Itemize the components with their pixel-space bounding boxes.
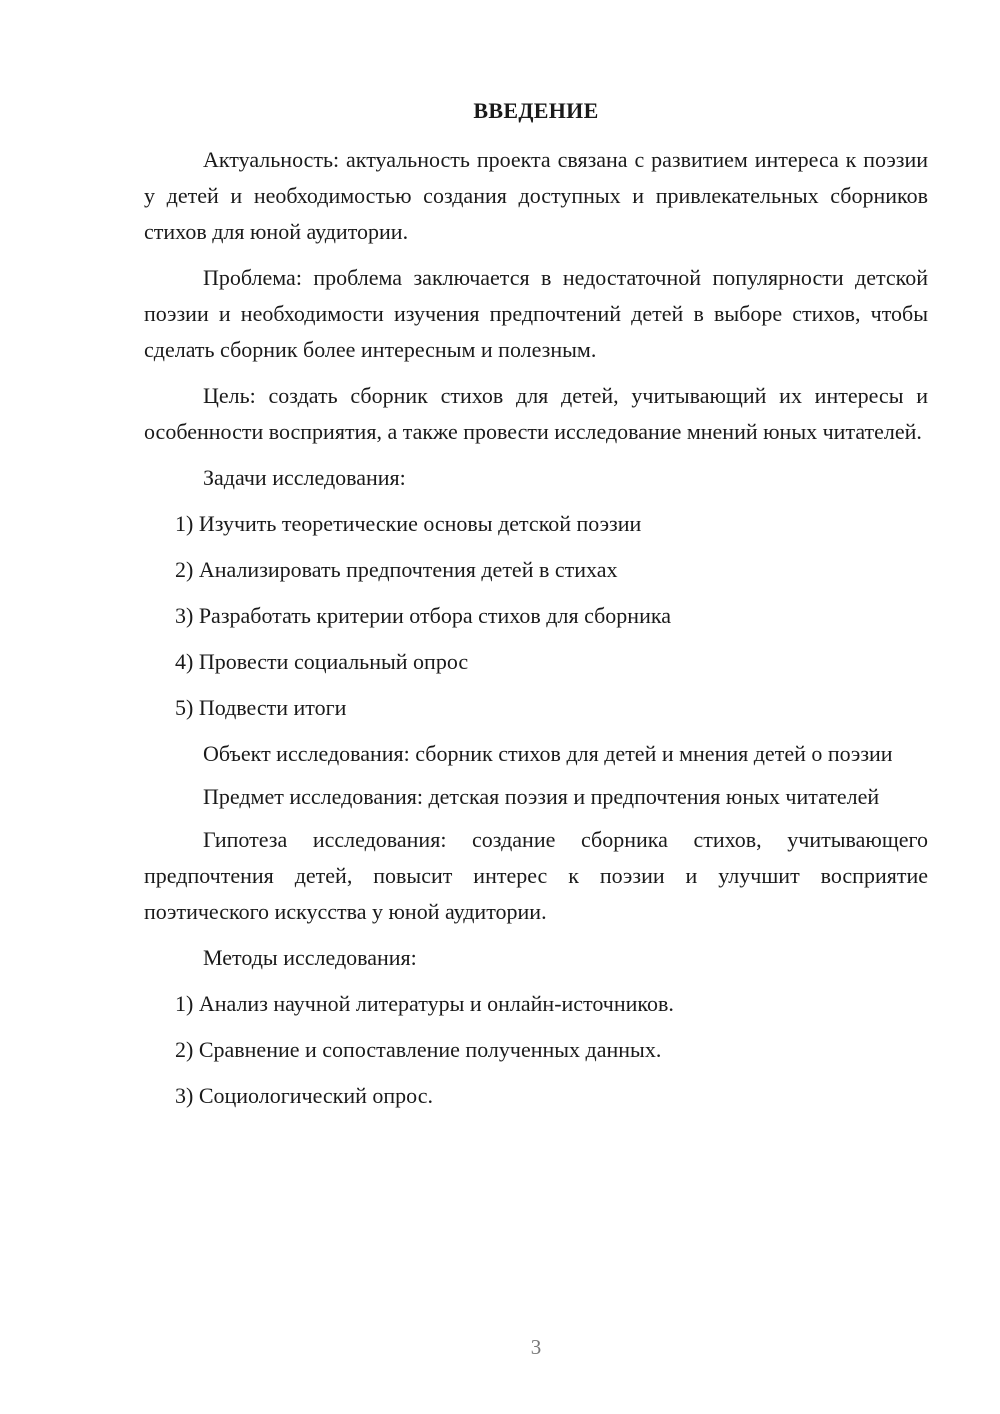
hypothesis-paragraph: Гипотеза исследования: создание сборника стихов, учитывающего предпочтения детей, повысит интерес к поэзии и улучшит восприятие поэтического искусства у юной аудитории.: [144, 827, 928, 924]
relevance-paragraph: Актуальность: актуальность проекта связана с развитием интереса к поэзии у детей и необходимостью создания доступных и привлекательных сборников стихов для юной аудитории.: [144, 147, 928, 244]
section-heading: ВВЕДЕНИЕ: [473, 98, 599, 123]
task-item: 5) Подвести итоги: [175, 695, 347, 720]
task-item: 4) Провести социальный опрос: [175, 649, 469, 674]
problem-paragraph: Проблема: проблема заключается в недостаточной популярности детской поэзии и необходимости изучения предпочтений детей в выборе стихов, чтобы сделать сборник более интересным и полезным.: [144, 265, 928, 362]
document-body: [144, 142, 928, 1124]
method-item: 3) Социологический опрос.: [175, 1083, 433, 1108]
tasks-title: Задачи исследования:: [203, 465, 406, 490]
method-item: 1) Анализ научной литературы и онлайн-источников.: [175, 991, 674, 1016]
methods-list: [144, 986, 928, 1114]
subject-paragraph: Предмет исследования: детская поэзия и предпочтения юных читателей: [203, 784, 880, 809]
tasks-list: [144, 506, 928, 726]
page-number: 3: [530, 1335, 542, 1359]
task-item: 2) Анализировать предпочтения детей в стихах: [175, 557, 618, 582]
task-item: 1) Изучить теоретические основы детской поэзии: [175, 511, 642, 536]
methods-title: Методы исследования:: [203, 945, 417, 970]
task-item: 3) Разработать критерии отбора стихов для сборника: [175, 603, 671, 628]
object-paragraph: Объект исследования: сборник стихов для детей и мнения детей о поэзии: [203, 741, 893, 766]
goal-paragraph: Цель: создать сборник стихов для детей, учитывающий их интересы и особенности восприятия, а также провести исследование мнений юных читателей.: [144, 383, 928, 444]
method-item: 2) Сравнение и сопоставление полученных данных.: [175, 1037, 662, 1062]
